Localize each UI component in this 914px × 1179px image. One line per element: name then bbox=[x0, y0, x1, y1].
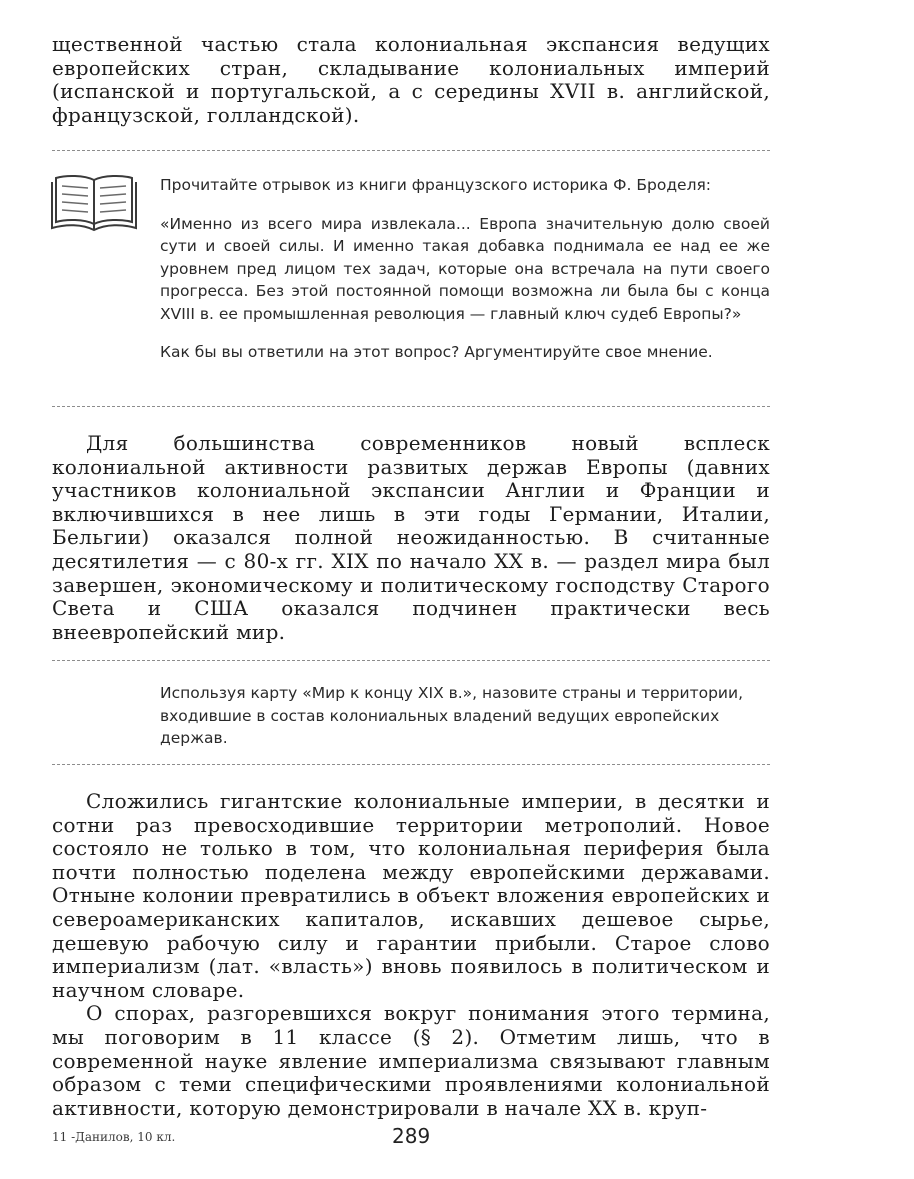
task-divider-bottom bbox=[52, 764, 770, 765]
paragraph-imperialism: Сложились гигантские колониальные империи, в десятки и сотни раз превосходившие территории метрополий. Новое состояло не только в том, что колониальная периферия была почти полностью поделена между европейскими державами. Отныне колонии превратились в объект вложения европейских и североамериканских капиталов, искавших дешевое сырье, дешевую рабочую силу и гарантии прибыли. Старое слово империализм (лат. «власть») вновь появилось в политическом и научном словаре. bbox=[52, 789, 770, 1002]
reading-question: Как бы вы ответили на этот вопрос? Аргументируйте свое мнение. bbox=[160, 343, 713, 361]
paragraph-term-debate: О спорах, разгоревшихся вокруг понимания этого термина, мы поговорим в 11 классе (§ 2). Отметим лишь, что в современной науке явление империализма связывают главным образом с теми специфическими проявлениями колониальной активности, которую демонстрировали в начале XX в. круп- bbox=[52, 1001, 770, 1120]
footer-signature: 11 -Данилов, 10 кл. bbox=[52, 1130, 176, 1144]
task-divider-top bbox=[52, 660, 770, 661]
box-divider-bottom bbox=[52, 406, 770, 407]
reading-quote: «Именно из всего мира извлекала... Европа значительную долю своей сути и своей силы. И именно такая добавка поднимала ее над ее же уровнем пред лицом тех задач, которые она встречала на пути своего прогресса. Без этой постоянной помощи возможна ли была бы с конца XVIII в. ее промышленная революция — главный ключ судеб Европы?» bbox=[160, 214, 770, 323]
reading-box bbox=[160, 174, 770, 364]
box-divider-top bbox=[52, 150, 770, 151]
bottom-paragraphs bbox=[52, 790, 770, 1120]
top-paragraph: щественной частью стала колониальная экспансия ведущих европейских стран, складывание колониальных империй (испанской и португальской, а с середины XVII в. английской, французской, голландской). bbox=[52, 32, 770, 127]
page-number: 289 bbox=[392, 1124, 431, 1148]
middle-paragraph: Для большинства современников новый всплеск колониальной активности развитых держав Европы (давних участников колониальной экспансии Англии и Франции и включившихся в нее лишь в эти годы Германии, Италии, Бельгии) оказался полной неожиданностью. В считанные десятилетия — с 80-х гг. XIX по начало XX в. — раздел мира был завершен, экономическому и политическому господству Старого Света и США оказался подчинен практически весь внеевропейский мир. bbox=[52, 431, 770, 644]
map-task: Используя карту «Мир к концу XIX в.», назовите страны и территории, входившие в состав колониальных владений ведущих европейских держав. bbox=[160, 684, 744, 747]
open-book-icon bbox=[50, 172, 138, 232]
reading-intro: Прочитайте отрывок из книги французского историка Ф. Броделя: bbox=[160, 176, 712, 194]
